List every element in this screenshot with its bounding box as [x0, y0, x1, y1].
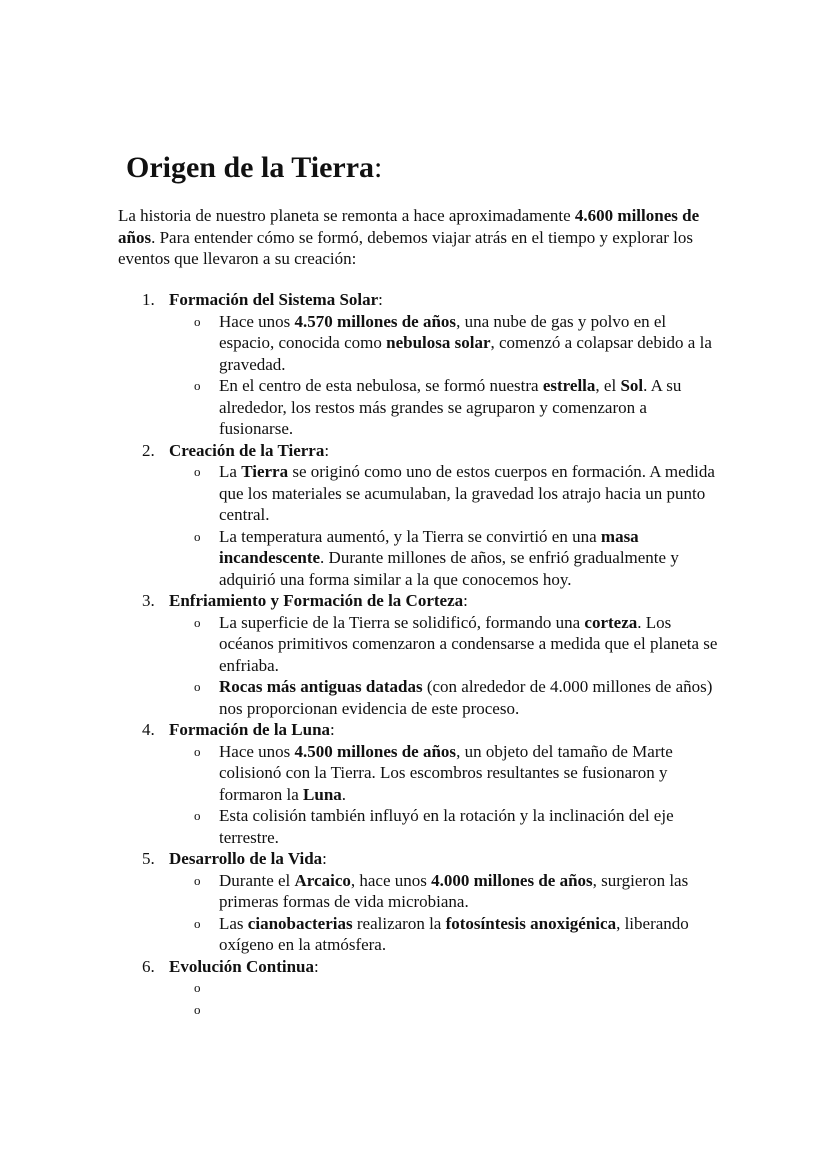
bold-text: Rocas más antiguas datadas	[219, 677, 423, 696]
section-title: Formación de la Luna	[169, 720, 331, 739]
title-text: Origen de la Tierra	[126, 151, 375, 184]
bold-text: Arcaico	[294, 870, 351, 890]
bullet-item	[118, 311, 718, 376]
bullet-text	[219, 527, 679, 589]
bullet-circle-icon: o	[194, 313, 201, 329]
text-run: , hace unos	[350, 870, 432, 890]
text-run: Esta colisión también influyó en la rotación y la inclinación del eje terrestre.	[219, 806, 674, 847]
section-title: Evolución Continua	[169, 956, 315, 976]
bold-text: Luna	[303, 784, 342, 804]
section-title: Creación de la Tierra	[169, 440, 325, 460]
bullet-text	[219, 871, 688, 912]
bullet-item	[118, 461, 718, 526]
section-title: Desarrollo de la Vida	[169, 849, 323, 868]
text-run: La superficie de la Tierra se solidificó, formando una	[219, 612, 585, 632]
text-run: (con alrededor de 4.000 millones de años) nos proporcionan evidencia de este proceso.	[219, 677, 713, 718]
section-colon: :	[324, 440, 330, 460]
section-heading	[169, 849, 327, 868]
bold-text: 4.600 millones de años	[118, 206, 700, 247]
bullet-item	[118, 612, 718, 677]
bullet-text	[219, 742, 673, 804]
text-run: , el	[595, 376, 621, 395]
bullet-circle-icon: o	[194, 872, 201, 888]
section-number: 3.	[142, 591, 155, 610]
text-run: . A su alrededor, los restos más grandes se agruparon y comenzaron a fusionarse.	[219, 376, 682, 438]
bold-text: Tierra	[241, 462, 289, 481]
bullet-list	[169, 870, 718, 956]
text-run: Las	[219, 913, 248, 933]
bullet-list	[169, 977, 718, 1020]
sections-list	[118, 289, 718, 1020]
section-colon: :	[314, 956, 319, 976]
bold-text: cianobacterias	[247, 913, 353, 933]
bold-text: estrella	[542, 376, 596, 395]
bullet-item	[118, 977, 718, 999]
bullet-list	[169, 741, 718, 849]
section-colon: :	[330, 720, 335, 739]
section-item	[118, 289, 718, 440]
bullet-circle-icon: o	[194, 679, 201, 694]
bold-text: 4.570 millones de años	[294, 311, 457, 331]
bullet-circle-icon: o	[194, 808, 201, 823]
bullet-circle-icon: o	[194, 915, 201, 931]
bullet-item	[118, 870, 718, 913]
bullet-list	[169, 311, 718, 440]
section-item	[118, 719, 718, 848]
section-number: 2.	[142, 440, 155, 460]
intro-paragraph	[118, 205, 718, 270]
bullet-circle-icon: o	[194, 1001, 201, 1017]
section-number: 6.	[142, 956, 155, 976]
text-run: Hace unos	[219, 741, 295, 761]
bold-text: corteza	[584, 612, 638, 632]
bullet-text	[219, 914, 689, 955]
text-run: realizaron la	[352, 913, 446, 933]
text-run: . Los océanos primitivos comenzaron a condensarse a medida que el planeta se enfriaba.	[219, 612, 718, 675]
text-run: , una nube de gas y polvo en el espacio, conocida como	[219, 311, 667, 352]
bullet-list	[169, 461, 718, 590]
section-number: 1.	[142, 290, 155, 309]
bullet-list	[169, 612, 718, 720]
text-run: Hace unos	[219, 311, 295, 331]
bullet-circle-icon: o	[194, 614, 201, 630]
section-colon: :	[463, 591, 468, 610]
bullet-text	[219, 312, 712, 374]
section-heading	[169, 720, 335, 739]
bullet-circle-icon: o	[194, 464, 201, 479]
text-run: .	[341, 784, 347, 804]
section-title: Formación del Sistema Solar	[169, 290, 379, 309]
section-heading	[169, 591, 468, 610]
section-colon: :	[322, 849, 327, 868]
bullet-text	[219, 677, 712, 718]
text-run: , surgieron las primeras formas de vida microbiana.	[219, 870, 689, 911]
bullet-item	[118, 741, 718, 806]
bold-text: nebulosa solar	[386, 333, 491, 352]
section-item	[118, 590, 718, 719]
section-heading	[169, 957, 319, 976]
text-run: Durante el	[219, 870, 295, 890]
section-colon: :	[378, 290, 383, 309]
text-run: . Durante millones de años, se enfrió gradualmente y adquirió una forma similar a la que conocemos hoy.	[219, 548, 679, 589]
section-heading	[169, 290, 383, 309]
section-number: 4.	[142, 720, 155, 739]
bullet-item	[118, 676, 718, 719]
text-run: La historia de nuestro planeta se remonta a hace aproximadamente	[118, 206, 575, 225]
bold-text: 4.500 millones de años	[294, 741, 457, 761]
bullet-text	[219, 376, 681, 438]
bold-text: fotosíntesis anoxigénica	[445, 913, 617, 933]
bullet-circle-icon: o	[194, 528, 201, 544]
section-item	[118, 848, 718, 956]
text-run: se originó como uno de estos cuerpos en formación. A medida que los materiales se acumulaban, la gravedad los atrajo hacia un punto central.	[219, 462, 715, 524]
bullet-text	[219, 613, 717, 675]
title-colon: :	[374, 151, 383, 184]
text-run: , liberando oxígeno en la atmósfera.	[219, 913, 689, 954]
text-run: , un objeto del tamaño de Marte colisionó con la Tierra. Los escombros resultantes se fusionaron y formaron la	[219, 741, 673, 804]
section-item	[118, 956, 718, 1021]
bullet-circle-icon: o	[194, 980, 201, 995]
bold-text: masa incandescente	[219, 526, 639, 567]
section-heading	[169, 441, 329, 460]
text-run: La temperatura aumentó, y la Tierra se convirtió en una	[219, 526, 601, 546]
bullet-circle-icon: o	[194, 743, 201, 759]
bullet-circle-icon: o	[194, 378, 201, 393]
bullet-item	[118, 999, 718, 1021]
text-run: . Para entender cómo se formó, debemos viajar atrás en el tiempo y explorar los eventos que llevaron a su creación:	[118, 227, 694, 268]
bullet-text	[219, 806, 674, 847]
bullet-text	[219, 462, 715, 524]
text-run: En el centro de esta nebulosa, se formó nuestra	[219, 376, 543, 395]
bullet-item	[118, 526, 718, 591]
page-title	[126, 150, 382, 186]
bold-text: Sol	[620, 376, 644, 395]
section-item	[118, 440, 718, 591]
bullet-item	[118, 375, 718, 440]
bullet-item	[118, 805, 718, 848]
text-run: La	[219, 462, 242, 481]
bold-text: 4.000 millones de años	[431, 870, 593, 890]
section-title: Enfriamiento y Formación de la Corteza	[169, 591, 464, 610]
text-run: , comenzó a colapsar debido a la gravedad.	[219, 333, 712, 374]
bullet-item	[118, 913, 718, 956]
section-number: 5.	[142, 849, 155, 868]
